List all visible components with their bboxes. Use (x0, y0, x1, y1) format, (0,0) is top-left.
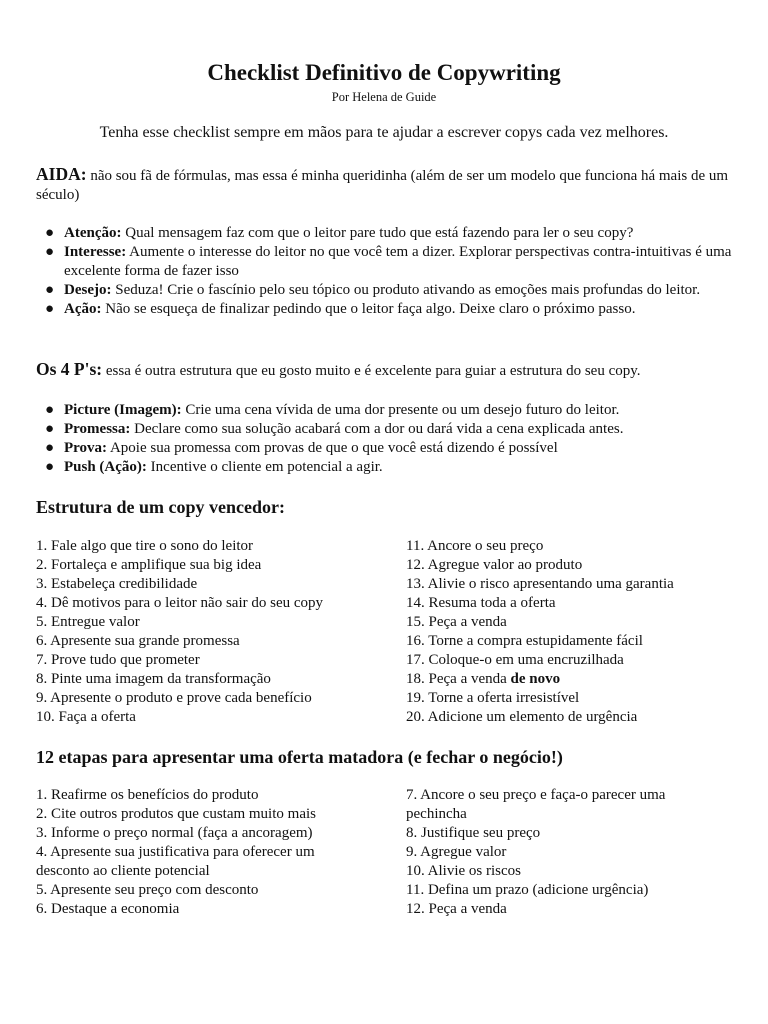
aida-item-interesse (36, 243, 736, 281)
four-ps-item-picture (36, 401, 736, 420)
bullet-icon: ● (45, 301, 55, 317)
list-item: 17. Coloque-o em uma encruzilhada (406, 652, 624, 668)
bullet-icon: ● (45, 225, 55, 241)
list-item: 11. Ancore o seu preço (406, 538, 544, 554)
etapas-heading: 12 etapas para apresentar uma oferta matadora (e fechar o negócio!) (36, 747, 563, 767)
list-item: 1. Fale algo que tire o sono do leitor (36, 538, 254, 554)
list-item: 8. Justifique seu preço (406, 825, 541, 841)
aida-item-acao (36, 300, 736, 319)
list-item: 12. Peça a venda (406, 901, 507, 917)
aida-term: Atenção: (64, 225, 122, 241)
list-item: 6. Apresente sua grande promessa (36, 633, 240, 649)
intro-paragraph: Tenha esse checklist sempre em mãos para te ajudar a escrever copys cada vez melhores. (99, 124, 669, 141)
bullet-icon: ● (45, 440, 55, 456)
aida-text: Seduza! Crie o fascínio pelo seu tópico ou produto ativando as emoções mais profundas do leitor. (111, 282, 701, 298)
list-item: 3. Estabeleça credibilidade (36, 576, 198, 592)
four-ps-intro (36, 360, 736, 381)
four-ps-text: Crie uma cena vívida de uma dor presente ou um desejo futuro do leitor. (181, 402, 620, 418)
bullet-icon: ● (45, 244, 55, 260)
list-item: 14. Resuma toda a oferta (406, 595, 556, 611)
bullet-icon: ● (45, 282, 55, 298)
aida-intro (36, 165, 736, 205)
estrutura-list-right (406, 537, 736, 727)
aida-term: Interesse: (64, 244, 127, 260)
bullet-icon: ● (45, 459, 55, 475)
list-item: 20. Adicione um elemento de urgência (406, 709, 638, 725)
aida-text: Aumente o interesse do leitor no que você tem a dizer. Explorar perspectivas contra-intuitivas é uma excelente forma de fazer isso (64, 244, 732, 279)
list-item: 19. Torne a oferta irresistível (406, 690, 580, 706)
four-ps-text: Declare como sua solução acabará com a dor ou dará vida a cena explicada antes. (130, 421, 624, 437)
four-ps-term: Prova: (64, 440, 108, 456)
list-item: 13. Alivie o risco apresentando uma garantia (406, 576, 674, 592)
aida-term: Desejo: (64, 282, 112, 298)
list-item: 5. Apresente seu preço com desconto (36, 882, 259, 898)
aida-lead: AIDA: (36, 164, 87, 184)
list-item: 10. Alivie os riscos (406, 863, 521, 879)
list-item: 5. Entregue valor (36, 614, 140, 630)
four-ps-item-promessa (36, 420, 736, 439)
list-item-text: 18. Peça a venda (406, 671, 511, 687)
list-item: 7. Prove tudo que prometer (36, 652, 200, 668)
list-item: 10. Faça a oferta (36, 709, 136, 725)
list-item: 11. Defina um prazo (adicione urgência) (406, 882, 649, 898)
document-title: Checklist Definitivo de Copywriting (207, 60, 561, 85)
list-item (406, 670, 736, 689)
list-item: 6. Destaque a economia (36, 901, 180, 917)
list-item: 16. Torne a compra estupidamente fácil (406, 633, 643, 649)
etapas-list-right (406, 786, 706, 919)
list-item: 9. Agregue valor (406, 844, 507, 860)
document-author: Por Helena de Guide (331, 90, 437, 104)
aida-text: Qual mensagem faz com que o leitor pare tudo que está fazendo para ler o seu copy? (121, 225, 634, 241)
list-item: 9. Apresente o produto e prove cada benefício (36, 690, 312, 706)
etapas-list-left (36, 786, 366, 919)
list-item: 15. Peça a venda (406, 614, 507, 630)
four-ps-intro-text: essa é outra estrutura que eu gosto muito e é excelente para guiar a estrutura do seu copy. (102, 363, 641, 379)
four-ps-item-prova (36, 439, 736, 458)
list-item: 4. Apresente sua justificativa para oferecer um desconto ao cliente potencial (36, 844, 315, 879)
four-ps-list (36, 401, 736, 477)
four-ps-item-push (36, 458, 736, 477)
list-item: 2. Cite outros produtos que custam muito mais (36, 806, 316, 822)
four-ps-term: Push (Ação): (64, 459, 147, 475)
list-item: 12. Agregue valor ao produto (406, 557, 583, 573)
aida-item-desejo (36, 281, 736, 300)
four-ps-term: Promessa: (64, 421, 131, 437)
list-item: 4. Dê motivos para o leitor não sair do seu copy (36, 595, 324, 611)
four-ps-text: Incentive o cliente em potencial a agir. (146, 459, 383, 475)
list-item: 8. Pinte uma imagem da transformação (36, 671, 271, 687)
four-ps-lead: Os 4 P's: (36, 359, 103, 379)
aida-intro-text: não sou fã de fórmulas, mas essa é minha queridinha (além de ser um modelo que funciona há mais de um século) (36, 168, 729, 203)
estrutura-heading: Estrutura de um copy vencedor: (36, 497, 285, 517)
estrutura-list-left (36, 537, 376, 727)
list-item: 3. Informe o preço normal (faça a ancoragem) (36, 825, 313, 841)
list-item: 7. Ancore o seu preço e faça-o parecer uma pechincha (406, 787, 666, 822)
bullet-icon: ● (45, 421, 55, 437)
aida-list (36, 224, 736, 319)
four-ps-term: Picture (Imagem): (64, 402, 182, 418)
aida-item-atencao (36, 224, 736, 243)
list-item: 1. Reafirme os benefícios do produto (36, 787, 259, 803)
four-ps-text: Apoie sua promessa com provas de que o que você está dizendo é possível (107, 440, 558, 456)
aida-term: Ação: (64, 301, 102, 317)
bullet-icon: ● (45, 402, 55, 418)
list-item: 2. Fortaleça e amplifique sua big idea (36, 557, 262, 573)
list-item-emphasis: de novo (510, 671, 561, 687)
aida-text: Não se esqueça de finalizar pedindo que o leitor faça algo. Deixe claro o próximo passo. (101, 301, 636, 317)
